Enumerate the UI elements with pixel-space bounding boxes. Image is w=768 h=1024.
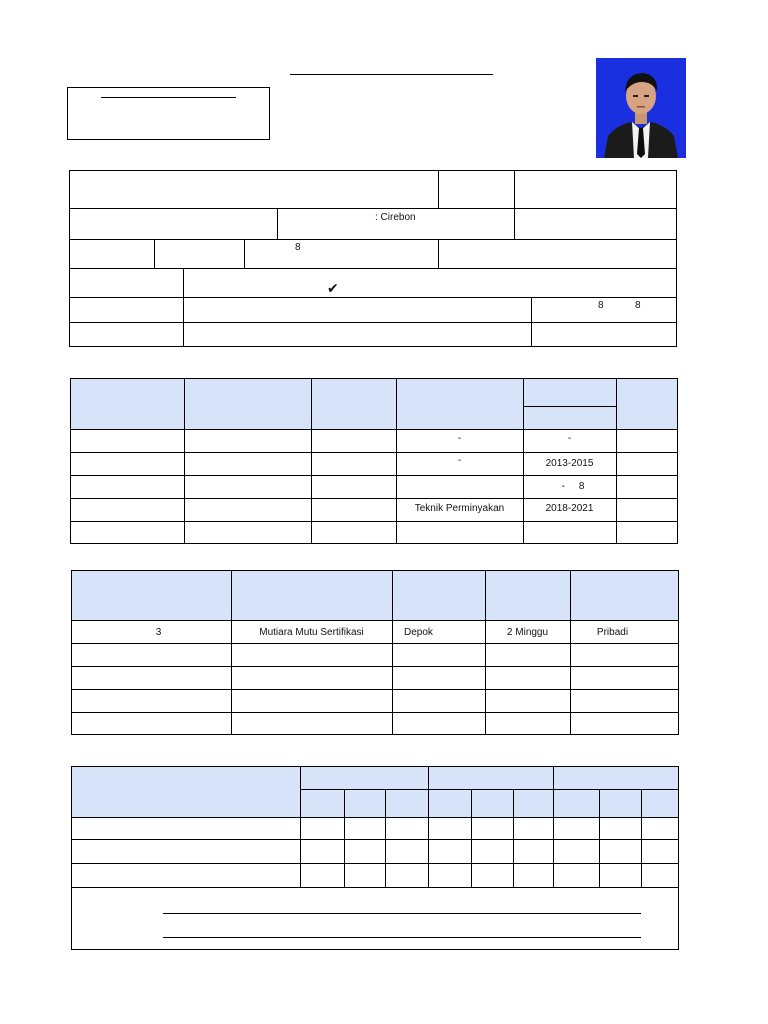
check-mark-icon: ✔ (327, 281, 339, 297)
train-hline (71, 689, 679, 690)
training-row-1-place: Depok (404, 627, 433, 638)
skill-vline (300, 766, 301, 888)
education-table (70, 378, 678, 544)
row5-right-value-b: 8 (635, 300, 641, 311)
skill-hline (300, 789, 679, 790)
header-box-underline (101, 97, 236, 98)
personal-vline (438, 170, 439, 208)
notes-line (163, 913, 641, 914)
edu-hline (70, 429, 678, 430)
train-vline (570, 570, 571, 735)
edu-row-4-year: 2018-2021 (545, 503, 594, 514)
skill-vline (428, 766, 429, 888)
skill-hline (71, 887, 679, 888)
personal-vline (244, 239, 245, 268)
train-vline (231, 570, 232, 735)
edu-row-1-year: - (567, 433, 572, 444)
skills-table (71, 766, 679, 950)
training-row-1-duration: 2 Minggu (506, 627, 549, 638)
personal-data-box (69, 170, 677, 347)
training-table (71, 570, 679, 735)
edu-vline (616, 378, 617, 544)
edu-hline (70, 521, 678, 522)
train-hline (71, 620, 679, 621)
row3-value: 8 (295, 242, 301, 253)
train-hline (71, 712, 679, 713)
personal-hline (69, 239, 677, 240)
skill-vline (553, 766, 554, 888)
person-photo-icon (596, 58, 686, 158)
skill-hline (71, 817, 679, 818)
personal-vline (438, 239, 439, 268)
skill-hline (71, 839, 679, 840)
place-of-birth-value: : Cirebon (375, 212, 416, 223)
edu-row-2-major: - (457, 455, 462, 466)
training-row-1-funding: Pribadi (596, 627, 629, 638)
train-hline (71, 643, 679, 644)
training-table-border (71, 570, 679, 735)
edu-hline (70, 452, 678, 453)
train-vline (485, 570, 486, 735)
personal-hline (69, 208, 677, 209)
personal-hline (69, 268, 677, 269)
skill-hline (71, 863, 679, 864)
edu-hline (70, 475, 678, 476)
edu-vline (184, 378, 185, 544)
row5-right-value-a: 8 (598, 300, 604, 311)
personal-hline (69, 297, 677, 298)
skills-table-border (71, 766, 679, 950)
train-hline (71, 666, 679, 667)
edu-row-1-major: - (457, 433, 462, 444)
edu-hline (70, 498, 678, 499)
personal-vline (514, 170, 515, 239)
personal-vline (154, 239, 155, 268)
edu-row-3-year: - 8 (561, 481, 585, 492)
header-box (67, 87, 270, 140)
edu-vline (311, 378, 312, 544)
notes-line (163, 937, 641, 938)
training-row-1-name: 3 (155, 627, 162, 638)
edu-row-4-major: Teknik Perminyakan (414, 503, 505, 514)
personal-vline (277, 208, 278, 239)
train-vline (392, 570, 393, 735)
edu-row-2-year: 2013-2015 (545, 458, 594, 469)
personal-vline (531, 297, 532, 347)
training-row-1-organizer: Mutiara Mutu Sertifikasi (259, 627, 364, 638)
personal-vline (183, 268, 184, 347)
title-underline (290, 74, 493, 75)
personal-hline (69, 322, 677, 323)
edu-hline (523, 406, 616, 407)
applicant-photo (596, 58, 686, 158)
